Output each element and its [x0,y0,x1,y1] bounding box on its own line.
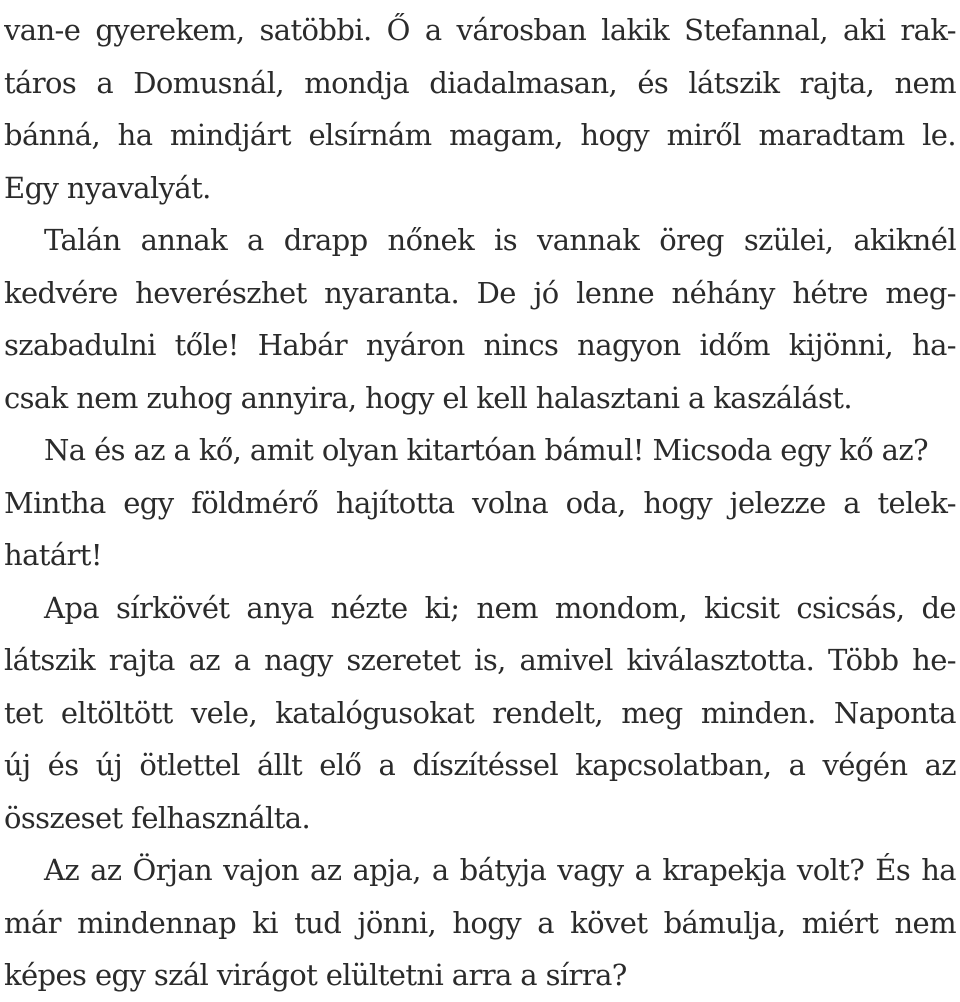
paragraph [4,844,956,1002]
text-line: Na és az a kő, amit olyan kitartóan bámul! Micsoda egy kő az? [44,433,928,467]
text-line: szabadulni tőle! Habár nyáron nincs nagyon időm kijönni, ha- [4,328,956,362]
text-line: új és új ötlettel állt elő a díszítéssel kapcsolatban, a végén az [4,748,956,782]
text-line: van-e gyerekem, satöbbi. Ő a városban lakik Stefannal, aki rak- [4,13,956,47]
text-line: már mindennap ki tud jönni, hogy a követ bámulja, miért nem [4,905,956,940]
text-line: Talán annak a drapp nőnek is vannak öreg szülei, akiknél [44,223,956,257]
paragraph [4,4,956,214]
text-line: képes egy szál virágot elültetni arra a sírra? [4,958,627,992]
paragraph [4,424,956,582]
text-line: látszik rajta az a nagy szeretet is, amivel kiválasztotta. Több he- [4,643,956,677]
paragraph [4,582,956,845]
text-line: összeset felhasználta. [4,800,311,835]
text-line: Mintha egy földmérő hajította volna oda, hogy jelezze a telek- [4,485,956,520]
text-line: kedvére heverészhet nyaranta. De jó lenne néhány hétre meg- [4,275,956,310]
text-line: táros a Domusnál, mondja diadalmasan, és látszik rajta, nem [4,65,956,100]
text-line: Apa sírkövét anya nézte ki; nem mondom, kicsit csicsás, de [44,590,956,625]
text-line: Egy nyavalyát. [4,170,211,205]
text-line: csak nem zuhog annyira, hogy el kell halasztani a kaszálást. [4,380,852,415]
text-line: Az az Örjan vajon az apja, a bátyja vagy a krapekja volt? És ha [44,853,956,887]
paragraph [4,214,956,424]
text-line: határt! [4,538,102,572]
text-line: bánná, ha mindjárt elsírnám magam, hogy miről maradtam le. [4,118,956,152]
text-line: tet eltöltött vele, katalógusokat rendelt, meg minden. Naponta [4,695,956,730]
